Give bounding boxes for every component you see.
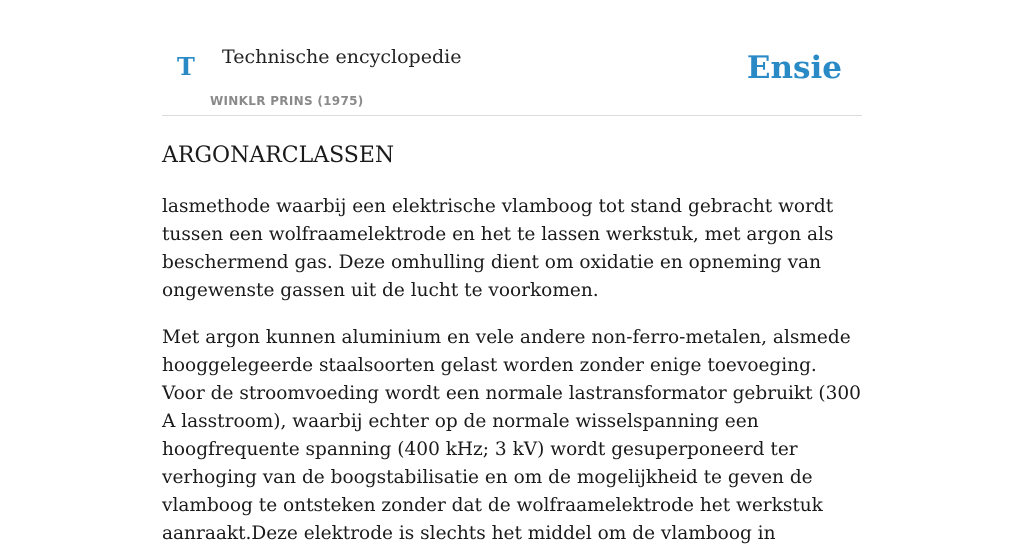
source-logo-icon[interactable]: T — [177, 52, 195, 81]
entry-paragraph-1: lasmethode waarbij een elektrische vlamboog tot stand gebracht wordt tussen een wolfraamelektrode en het te lassen werkstuk, met argon als beschermend gas. Deze omhulling dient om oxidatie en opneming van ongewenste gassen uit de lucht te voorkomen. — [162, 196, 834, 302]
source-header — [162, 0, 862, 116]
source-subtitle: WINKLR PRINS (1975) — [210, 94, 364, 108]
article-page — [162, 0, 862, 548]
brand-logo[interactable]: Ensie — [746, 50, 842, 86]
entry-title: ARGONARCLASSEN — [162, 143, 395, 168]
source-title[interactable]: Technische encyclopedie — [222, 46, 462, 68]
entry-paragraph-2: Met argon kunnen aluminium en vele andere non-ferro-metalen, alsmede hooggelegeerde staalsoorten gelast worden zonder enige toevoeging. Voor de stroomvoeding wordt een normale lastransformator gebruikt (300 A lasstroom), waarbij echter op de normale wisselspanning een hoogfrequente spanning (400 kHz; 3 kV) wordt gesuperponeerd ter verhoging van de boogstabilisatie en om de mogelijkheid te geven de vlamboog te ontsteken zonder dat de wolfraamelektrode het werkstuk aanraakt.Deze elektrode is slechts het middel om de vlamboog in — [162, 327, 861, 545]
